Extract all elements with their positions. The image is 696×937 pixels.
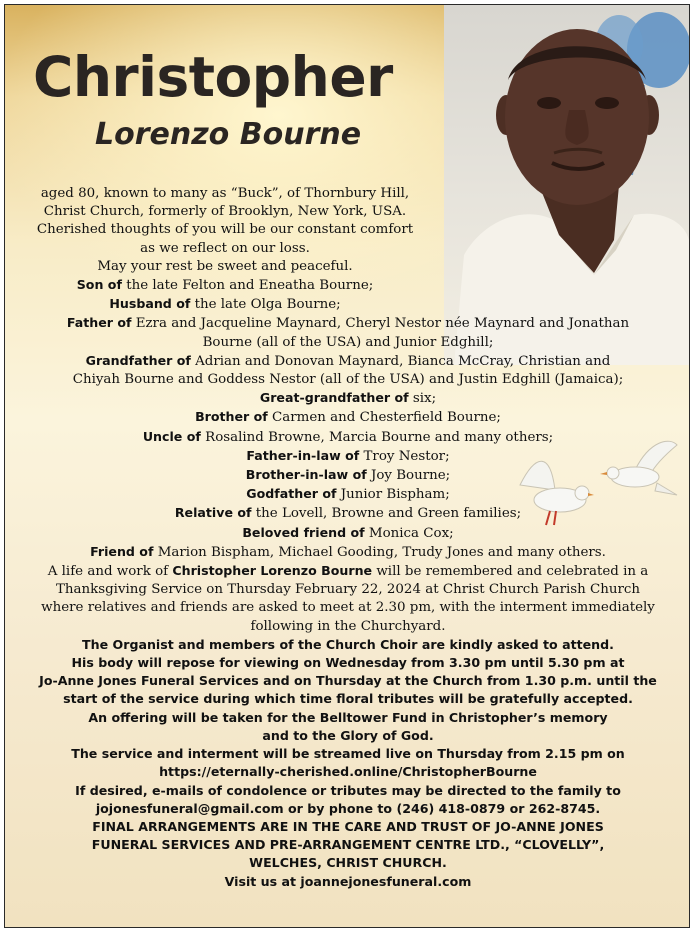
relation-grandfather-cont: Chiyah Bourne and Goddess Nestor (all of the USA) and Justin Edghill (Jamaica); (72, 372, 624, 388)
service-line: following in the Churchyard. (250, 618, 446, 634)
relation-brother-in-law (5, 466, 690, 485)
service-line (5, 562, 690, 581)
relation-brother (5, 408, 690, 427)
intro-line: May your rest be sweet and peaceful. (97, 258, 353, 274)
relation-relative (5, 504, 690, 523)
intro-block (5, 185, 445, 276)
notice-line: start of the service during which time floral tributes will be gratefully accepted. (63, 691, 633, 707)
notice-line: The Organist and members of the Church Choir are kindly asked to attend. (82, 636, 614, 652)
name-heading: Christopher (33, 45, 393, 109)
obituary-text (5, 185, 690, 891)
relation-father (5, 314, 690, 333)
relation-text: Monica Cox; (364, 525, 454, 541)
deceased-name: Christopher Lorenzo Bourne (172, 563, 373, 579)
relation-label: Father of (66, 315, 132, 331)
service-text: will be remembered and celebrated in a (372, 564, 649, 580)
relation-label: Grandfather of (85, 352, 191, 368)
relation-text: Junior Bispham; (336, 487, 450, 503)
relation-father-cont: Bourne (all of the USA) and Junior Edghill; (202, 334, 494, 350)
relation-godfather (5, 485, 690, 504)
relation-label: Brother of (195, 409, 268, 425)
intro-line: aged 80, known to many as “Buck”, of Thornbury Hill, (40, 186, 410, 201)
relation-label: Brother-in-law of (245, 467, 367, 483)
relation-text: the Lovell, Browne and Green families; (251, 506, 522, 522)
intro-line: Cherished thoughts of you will be our constant comfort (36, 222, 414, 238)
intro-line: Christ Church, formerly of Brooklyn, New York, USA. (43, 204, 407, 220)
relation-label: Friend of (90, 543, 154, 559)
relation-father-in-law (5, 447, 690, 466)
relation-beloved-friend (5, 524, 690, 543)
notice-line: FINAL ARRANGEMENTS ARE IN THE CARE AND TRUST OF JO-ANNE JONES (92, 818, 604, 834)
relation-text: the late Felton and Eneatha Bourne; (121, 278, 374, 294)
notice-line: If desired, e-mails of condolence or tributes may be directed to the family to (75, 782, 621, 798)
name-subheading: Lorenzo Bourne (95, 117, 362, 152)
relation-label: Godfather of (246, 486, 337, 502)
stream-link[interactable]: https://eternally-cherished.online/ChristopherBourne (159, 764, 537, 780)
notice-line: FUNERAL SERVICES AND PRE-ARRANGEMENT CENTRE LTD., “CLOVELLY”, (91, 837, 605, 853)
relation-label: Father-in-law of (246, 447, 360, 463)
relation-label: Great-grandfather of (259, 390, 409, 406)
relation-text: Ezra and Jacqueline Maynard, Cheryl Nestor née Maynard and Jonathan (131, 316, 630, 332)
relation-text: Adrian and Donovan Maynard, Bianca McCray, Christian and (190, 353, 611, 369)
notice-line: WELCHES, CHRIST CHURCH. (249, 855, 447, 871)
relation-great-grandfather (5, 389, 690, 408)
relation-label: Relative of (174, 505, 252, 521)
relation-label: Son of (76, 277, 122, 293)
relation-text: Carmen and Chesterfield Bourne; (267, 410, 501, 426)
notice-line: and to the Glory of God. (262, 727, 434, 743)
notice-line: An offering will be taken for the Belltower Fund in Christopher’s memory (88, 709, 608, 725)
service-line: where relatives and friends are asked to meet at 2.30 pm, with the interment immediately (41, 600, 655, 616)
relation-friend (5, 543, 690, 562)
relation-husband (5, 295, 445, 314)
notice-line: Jo-Anne Jones Funeral Services and on Thursday at the Church from 1.30 p.m. until the (39, 673, 657, 689)
relation-text: Marion Bispham, Michael Gooding, Trudy Jones and many others. (153, 544, 606, 560)
relation-label: Uncle of (142, 428, 201, 444)
relation-text: Joy Bourne; (366, 468, 451, 484)
relation-text: six; (408, 391, 437, 407)
relation-uncle (5, 428, 690, 447)
obituary-card (4, 4, 690, 928)
relation-grandfather (5, 352, 690, 371)
notice-line: The service and interment will be streamed live on Thursday from 2.15 pm on (71, 746, 625, 762)
intro-line: as we reflect on our loss. (140, 240, 310, 256)
website-link[interactable]: Visit us at joannejonesfuneral.com (224, 873, 472, 889)
service-text: A life and work of (47, 564, 173, 580)
relation-text: the late Olga Bourne; (190, 297, 341, 313)
relation-label: Husband of (109, 296, 191, 312)
relation-label: Beloved friend of (242, 524, 365, 540)
relation-text: Troy Nestor; (359, 448, 450, 464)
contact-line[interactable]: jojonesfuneral@gmail.com or by phone to (246) 418-0879 or 262-8745. (95, 800, 601, 816)
service-line: Thanksgiving Service on Thursday February 22, 2024 at Christ Church Parish Church (55, 582, 641, 598)
relation-text: Rosalind Browne, Marcia Bourne and many others; (200, 429, 554, 445)
relation-son (5, 276, 445, 295)
notice-line: His body will repose for viewing on Wednesday from 3.30 pm until 5.30 pm at (71, 655, 625, 671)
